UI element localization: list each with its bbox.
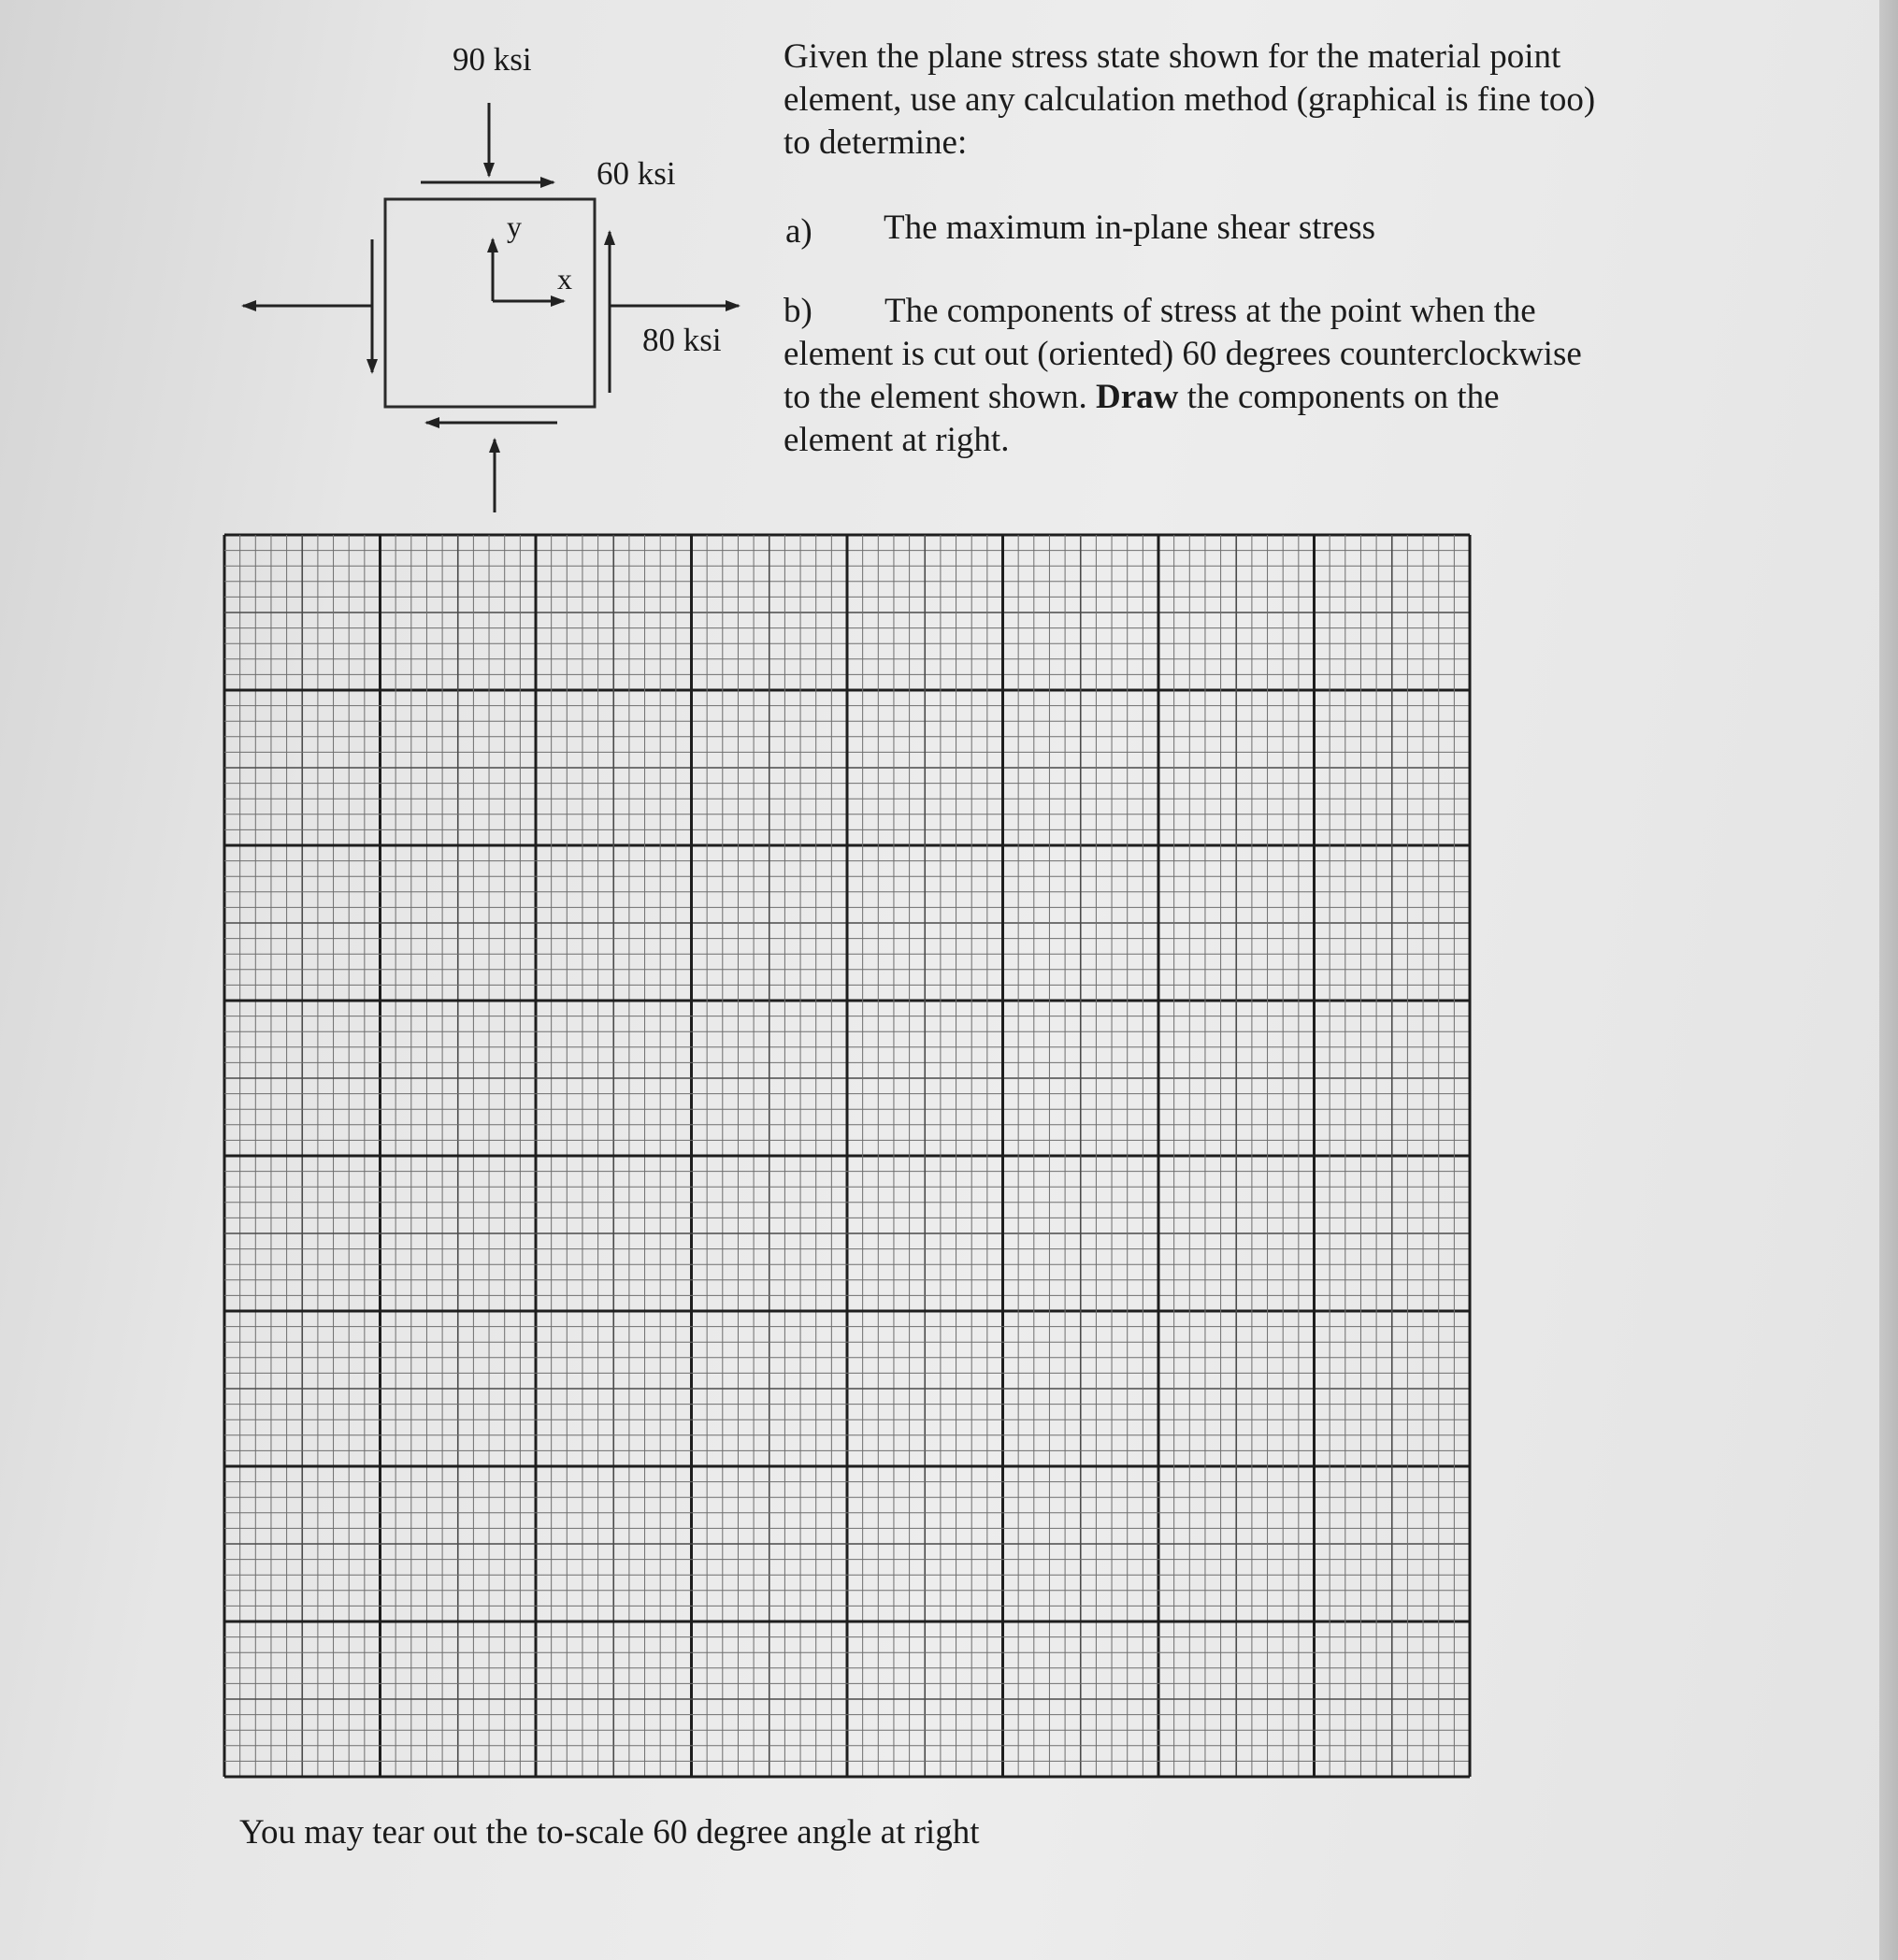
footer-note: You may tear out the to-scale 60 degree angle at right: [239, 1813, 980, 1852]
part-b-line-1-text: The components of stress at the point when the: [884, 292, 1536, 330]
label-90ksi: 90 ksi: [453, 41, 532, 78]
part-b-line-4: element at right.: [784, 421, 1010, 459]
part-a-label: a): [785, 212, 812, 251]
part-b-draw-emphasis: Draw: [1095, 378, 1179, 416]
intro-line-1: Given the plane stress state shown for the material point: [784, 37, 1561, 76]
intro-line-2: element, use any calculation method (graphical is fine too): [784, 80, 1596, 119]
axis-y-label: y: [507, 209, 522, 243]
axis-x-label: x: [557, 262, 572, 295]
intro-line-3: to determine:: [784, 123, 968, 162]
part-a-text: The maximum in-plane shear stress: [884, 209, 1376, 247]
label-80ksi: 80 ksi: [642, 322, 722, 358]
part-b-line-3-pre: to the element shown.: [784, 378, 1087, 416]
part-b-label: b): [784, 292, 812, 330]
part-b-line-2: element is cut out (oriented) 60 degrees counterclockwise: [784, 335, 1582, 373]
part-b-line-3-post: the components on the: [1186, 378, 1500, 416]
label-60ksi: 60 ksi: [597, 155, 676, 192]
